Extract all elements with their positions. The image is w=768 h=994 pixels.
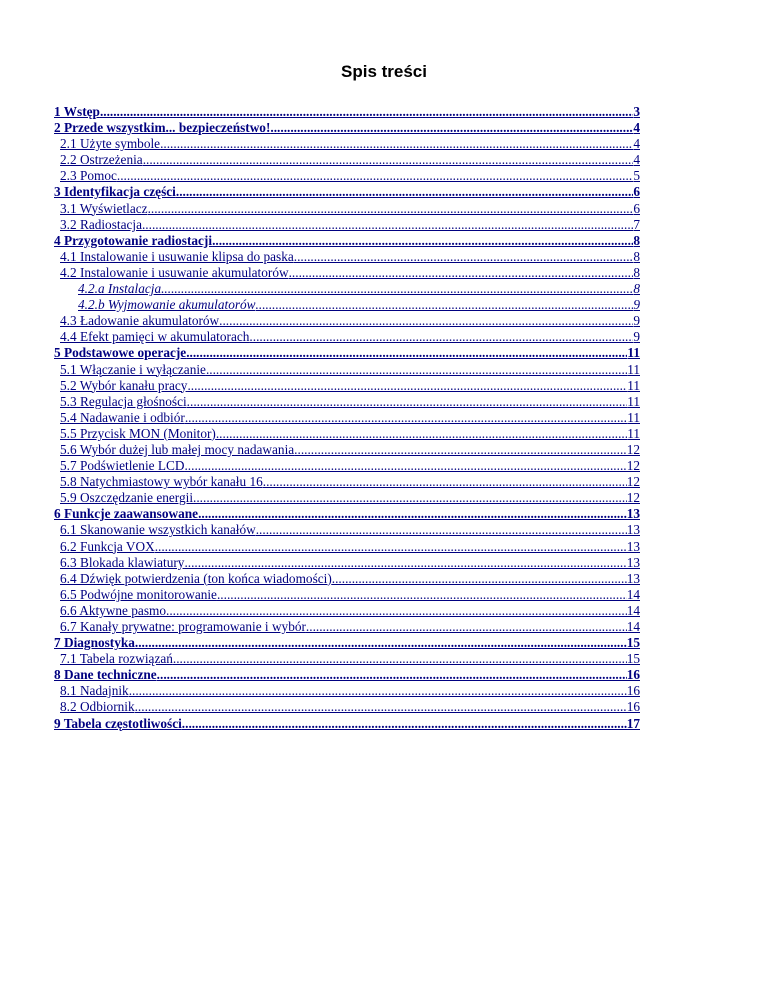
toc-entry-page-number: 3: [633, 104, 640, 119]
toc-entry-label: 2.1 Użyte symbole: [60, 136, 161, 152]
toc-dot-leader: [157, 667, 627, 683]
toc-entry[interactable]: [54, 683, 640, 699]
toc-entry-label: 3.2 Radiostacja: [60, 216, 142, 232]
table-of-contents: [54, 104, 640, 732]
toc-entry-label: 5.6 Wybór dużej lub małej mocy nadawania: [60, 441, 295, 457]
toc-entry-label: 8 Dane techniczne: [54, 667, 157, 683]
toc-entry[interactable]: [54, 201, 640, 217]
toc-entry[interactable]: [54, 217, 640, 233]
toc-entry[interactable]: [54, 281, 640, 297]
toc-entry-page-number: 12: [626, 490, 640, 506]
toc-entry-page-number: 16: [626, 667, 640, 683]
toc-entry[interactable]: [54, 104, 640, 120]
toc-dot-leader: [212, 233, 633, 249]
toc-dot-leader: [173, 651, 627, 667]
toc-entry-label: 6.1 Skanowanie wszystkich kanałów: [60, 522, 256, 538]
toc-entry-page-number: 12: [626, 474, 640, 490]
toc-entry[interactable]: [54, 394, 640, 410]
toc-entry-page-number: 6: [633, 184, 640, 200]
toc-entry-label: 6.2 Funkcja VOX: [60, 538, 155, 554]
toc-entry[interactable]: [54, 522, 640, 538]
toc-entry-page-number: 12: [626, 458, 640, 474]
toc-entry-label: 6 Funkcje zaawansowane: [54, 506, 199, 522]
toc-entry-page-number: 15: [626, 635, 640, 651]
toc-entry-page-number: 8: [633, 248, 640, 264]
toc-entry[interactable]: [54, 249, 640, 265]
toc-entry[interactable]: [54, 313, 640, 329]
toc-entry[interactable]: [54, 587, 640, 603]
toc-entry-page-number: 9: [633, 329, 640, 345]
toc-entry[interactable]: [54, 233, 640, 249]
toc-entry-label: 2.3 Pomoc: [60, 168, 117, 184]
toc-entry-page-number: 15: [626, 651, 640, 667]
toc-entry-page-number: 16: [626, 683, 640, 699]
toc-dot-leader: [184, 458, 626, 474]
toc-entry-label: 5.1 Włączanie i wyłączanie: [60, 361, 206, 377]
toc-entry-label: 5.5 Przycisk MON (Monitor): [60, 425, 216, 441]
toc-entry-label: 4.2.b Wyjmowanie akumulatorów: [78, 297, 256, 313]
toc-entry[interactable]: [54, 699, 640, 715]
toc-entry[interactable]: [54, 539, 640, 555]
toc-dot-leader: [198, 506, 627, 522]
toc-entry[interactable]: [54, 635, 640, 651]
toc-dot-leader: [155, 539, 627, 555]
toc-entry-page-number: 7: [633, 216, 640, 232]
toc-entry[interactable]: [54, 297, 640, 313]
toc-dot-leader: [143, 152, 634, 168]
toc-entry-page-number: 13: [626, 554, 640, 570]
toc-entry-label: 7 Diagnostyka: [54, 635, 135, 651]
toc-entry[interactable]: [54, 603, 640, 619]
toc-entry[interactable]: [54, 619, 640, 635]
toc-entry[interactable]: [54, 571, 640, 587]
toc-entry-label: 5.8 Natychmiastowy wybór kanału 16: [60, 474, 263, 490]
toc-entry-label: 5 Podstawowe operacje: [54, 345, 187, 361]
toc-dot-leader: [249, 329, 633, 345]
toc-dot-leader: [294, 249, 634, 265]
toc-entry-label: 4.2.a Instalacja: [78, 281, 162, 297]
toc-entry-page-number: 4: [633, 120, 640, 136]
toc-entry-label: 6.5 Podwójne monitorowanie: [60, 586, 217, 602]
toc-entry-page-number: 13: [626, 506, 640, 522]
toc-entry-page-number: 17: [626, 715, 640, 731]
toc-dot-leader: [217, 587, 627, 603]
toc-entry-page-number: 14: [626, 602, 640, 618]
toc-entry-label: 5.4 Nadawanie i odbiór: [60, 409, 185, 425]
toc-entry-label: 7.1 Tabela rozwiązań: [60, 651, 173, 667]
toc-entry-page-number: 11: [627, 377, 640, 393]
toc-dot-leader: [289, 265, 634, 281]
toc-entry-page-number: 16: [626, 699, 640, 715]
toc-entry[interactable]: [54, 184, 640, 200]
toc-entry[interactable]: [54, 667, 640, 683]
toc-entry[interactable]: [54, 120, 640, 136]
toc-dot-leader: [186, 345, 627, 361]
toc-dot-leader: [256, 297, 634, 313]
toc-entry[interactable]: [54, 458, 640, 474]
toc-dot-leader: [135, 635, 627, 651]
toc-entry-label: 3.1 Wyświetlacz: [60, 200, 148, 216]
toc-entry[interactable]: [54, 362, 640, 378]
toc-entry-label: 6.6 Aktywne pasmo: [60, 602, 166, 618]
toc-entry-label: 8.2 Odbiornik: [60, 699, 135, 715]
toc-dot-leader: [187, 378, 627, 394]
toc-entry[interactable]: [54, 442, 640, 458]
toc-entry-label: 6.4 Dźwięk potwierdzenia (ton końca wiadomości): [60, 570, 332, 586]
toc-entry-page-number: 13: [626, 570, 640, 586]
toc-entry-page-number: 11: [627, 425, 640, 441]
toc-dot-leader: [100, 104, 633, 120]
toc-entry[interactable]: [54, 716, 640, 732]
toc-dot-leader: [306, 619, 627, 635]
toc-dot-leader: [216, 426, 627, 442]
toc-dot-leader: [193, 490, 627, 506]
toc-dot-leader: [184, 555, 626, 571]
toc-title: Spis treści: [341, 62, 427, 81]
toc-entry-label: 9 Tabela częstotliwości: [54, 715, 182, 731]
toc-entry[interactable]: [54, 265, 640, 281]
toc-entry[interactable]: [54, 345, 640, 361]
toc-entry-label: 5.2 Wybór kanału pracy: [60, 377, 188, 393]
toc-entry-page-number: 5: [633, 168, 640, 184]
toc-entry-page-number: 4: [633, 152, 640, 168]
toc-dot-leader: [206, 362, 627, 378]
toc-entry-page-number: 11: [627, 409, 640, 425]
toc-entry[interactable]: [54, 426, 640, 442]
toc-entry[interactable]: [54, 651, 640, 667]
toc-dot-leader: [135, 699, 627, 715]
toc-entry-page-number: 8: [633, 264, 640, 280]
toc-dot-leader: [294, 442, 627, 458]
toc-entry-label: 2.2 Ostrzeżenia: [60, 152, 143, 168]
toc-entry-page-number: 9: [633, 313, 640, 329]
toc-entry-label: 4.1 Instalowanie i usuwanie klipsa do paska: [60, 248, 294, 264]
toc-entry-page-number: 11: [627, 361, 640, 377]
toc-entry[interactable]: [54, 490, 640, 506]
toc-entry-page-number: 8: [633, 232, 640, 248]
toc-dot-leader: [160, 136, 633, 152]
toc-entry-label: 6.3 Blokada klawiatury: [60, 554, 185, 570]
toc-dot-leader: [263, 474, 627, 490]
toc-dot-leader: [117, 168, 633, 184]
toc-dot-leader: [182, 716, 627, 732]
toc-entry-label: 4.4 Efekt pamięci w akumulatorach: [60, 329, 250, 345]
toc-dot-leader: [270, 120, 633, 136]
toc-entry-page-number: 14: [626, 586, 640, 602]
toc-entry[interactable]: [54, 378, 640, 394]
toc-entry[interactable]: [54, 555, 640, 571]
toc-dot-leader: [176, 184, 633, 200]
toc-entry[interactable]: [54, 329, 640, 345]
toc-dot-leader: [166, 603, 627, 619]
toc-entry[interactable]: [54, 152, 640, 168]
toc-entry[interactable]: [54, 410, 640, 426]
toc-entry-label: 5.3 Regulacja głośności: [60, 393, 187, 409]
toc-entry-label: 1 Wstęp: [54, 104, 100, 119]
toc-entry-page-number: 6: [633, 200, 640, 216]
toc-dot-leader: [187, 394, 628, 410]
toc-entry[interactable]: [54, 168, 640, 184]
toc-entry-label: 5.7 Podświetlenie LCD: [60, 458, 185, 474]
toc-entry-page-number: 9: [633, 297, 640, 313]
toc-entry-label: 4 Przygotowanie radiostacji: [54, 232, 213, 248]
toc-entry-page-number: 11: [627, 393, 640, 409]
toc-entry-label: 8.1 Nadajnik: [60, 683, 129, 699]
toc-entry-label: 4.3 Ładowanie akumulatorów: [60, 313, 220, 329]
toc-dot-leader: [256, 522, 627, 538]
toc-dot-leader: [161, 281, 633, 297]
toc-entry[interactable]: [54, 506, 640, 522]
toc-dot-leader: [185, 410, 627, 426]
toc-entry-label: 4.2 Instalowanie i usuwanie akumulatorów: [60, 264, 289, 280]
toc-entry-label: 5.9 Oszczędzanie energii: [60, 490, 194, 506]
toc-entry-page-number: 4: [633, 136, 640, 152]
toc-entry-page-number: 14: [626, 619, 640, 634]
toc-entry[interactable]: [54, 136, 640, 152]
toc-dot-leader: [332, 571, 627, 587]
toc-entry-page-number: 11: [627, 345, 640, 361]
toc-entry-page-number: 8: [633, 281, 640, 297]
toc-dot-leader: [142, 217, 633, 233]
toc-entry-page-number: 13: [626, 538, 640, 554]
toc-dot-leader: [148, 201, 634, 217]
toc-entry-label: 2 Przede wszystkim... bezpieczeństwo!: [54, 120, 271, 136]
toc-entry-label: 6.7 Kanały prywatne: programowanie i wybór: [60, 619, 306, 634]
toc-entry-page-number: 12: [626, 441, 640, 457]
toc-dot-leader: [219, 313, 633, 329]
toc-dot-leader: [129, 683, 627, 699]
toc-entry-label: 3 Identyfikacja części: [54, 184, 176, 200]
toc-entry[interactable]: [54, 474, 640, 490]
toc-entry-page-number: 13: [626, 522, 640, 538]
